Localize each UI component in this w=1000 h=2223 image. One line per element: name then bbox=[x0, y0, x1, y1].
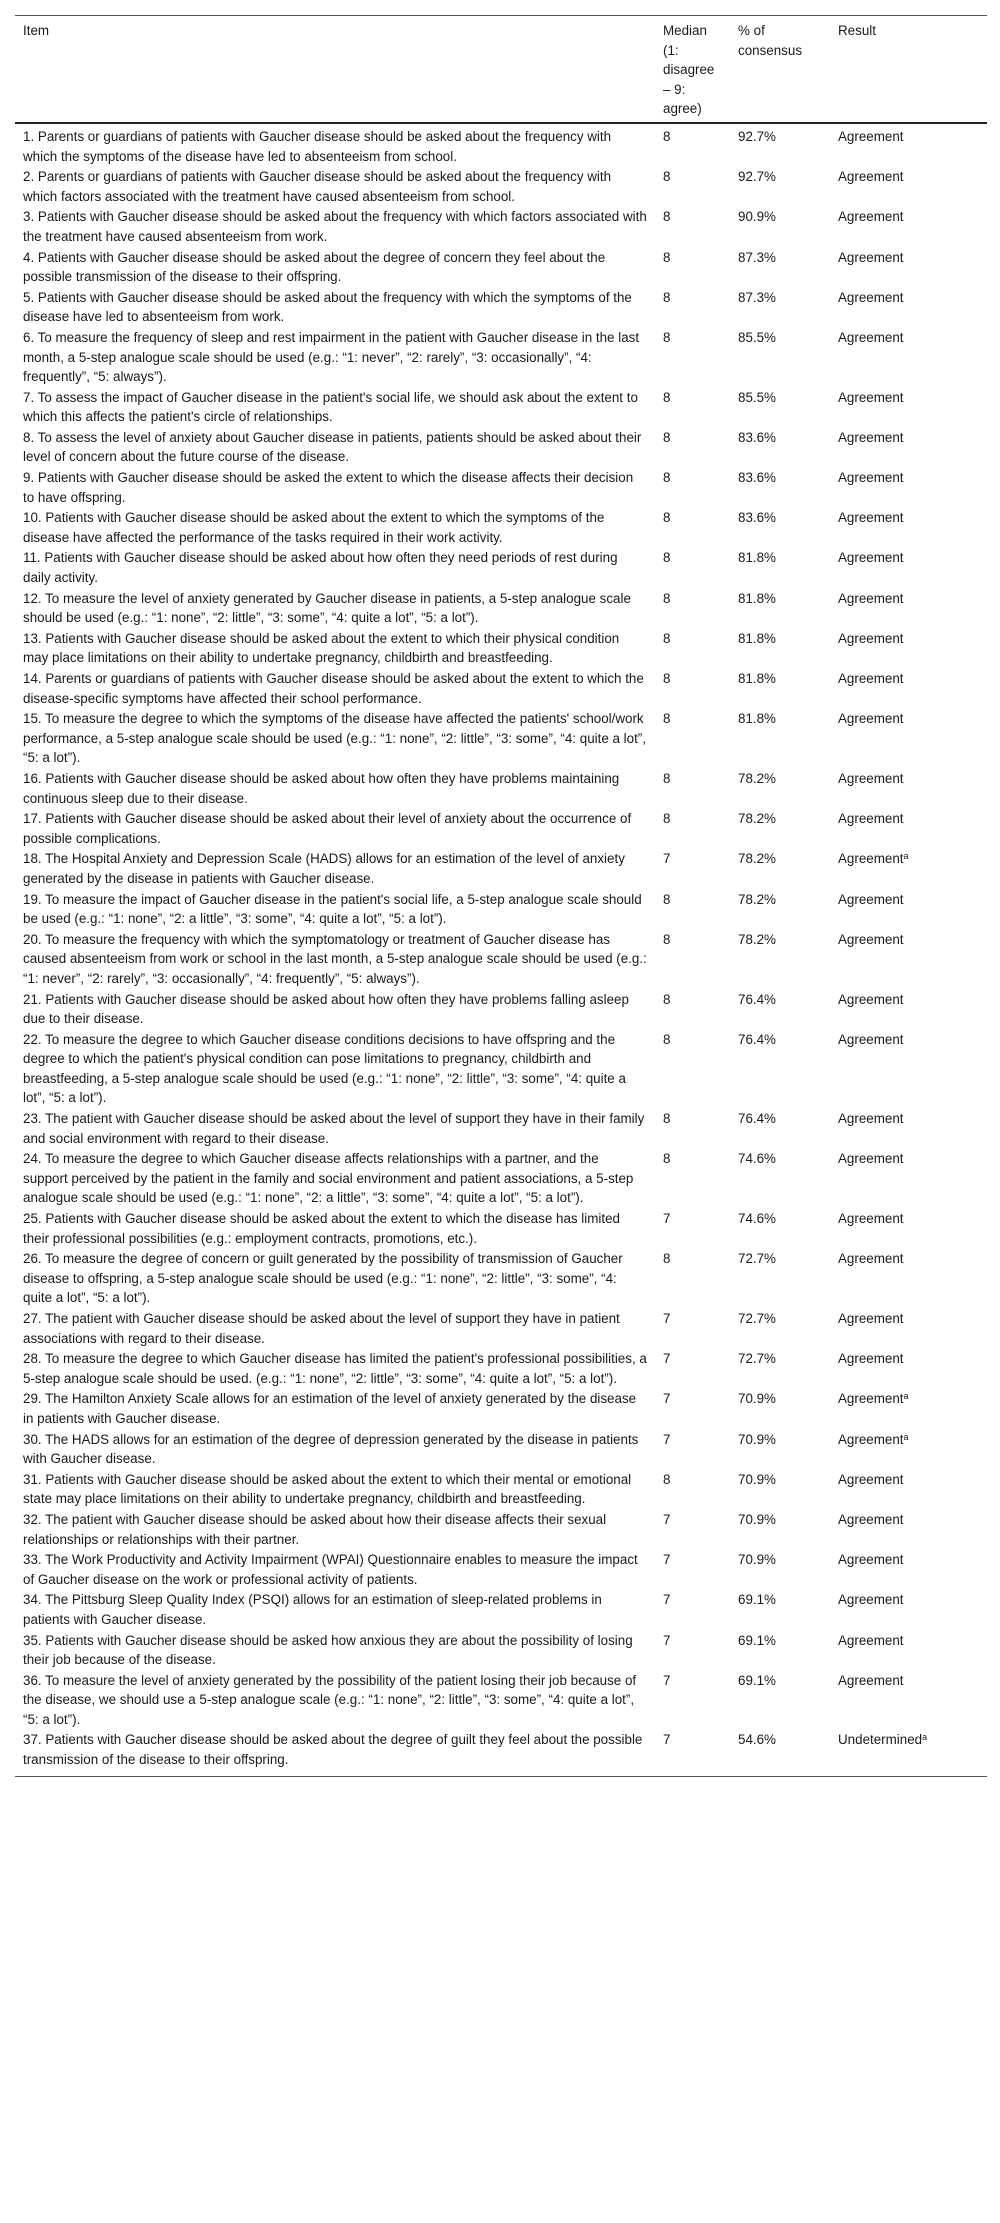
consensus-cell: 69.1% bbox=[738, 1632, 776, 1648]
result-text: Agreement bbox=[838, 1211, 904, 1227]
table-row bbox=[15, 1549, 987, 1589]
result-cell bbox=[830, 1348, 987, 1388]
footnote-marker: a bbox=[903, 851, 909, 862]
median-cell: 8 bbox=[663, 1471, 671, 1487]
median-cell: 8 bbox=[663, 510, 671, 526]
item-cell: 19. To measure the impact of Gaucher disease in the patient's social life, a 5-step analogue scale should be used (e.g.: “1: none”, “2: a little”, “3: some”, “4: quite a lot”, “5: a lot”). bbox=[23, 891, 642, 927]
table-row bbox=[15, 287, 987, 327]
item-cell: 5. Patients with Gaucher disease should be asked about the frequency with which the symptoms of the disease have led to absenteeism from work. bbox=[23, 289, 632, 325]
result-text: Agreement bbox=[838, 991, 904, 1007]
consensus-cell: 72.7% bbox=[738, 1251, 776, 1267]
table-row bbox=[15, 1509, 987, 1549]
table-row bbox=[15, 1388, 987, 1428]
result-text: Agreement bbox=[838, 550, 904, 566]
consensus-cell: 72.7% bbox=[738, 1311, 776, 1326]
item-cell: 12. To measure the level of anxiety generated by Gaucher disease in patients, a 5-step analogue scale should be used (e.g.: “1: none”, “2: little”, “3: some”, “4: quite a lot”, “5: a lot”). bbox=[23, 590, 631, 626]
item-cell: 9. Patients with Gaucher disease should be asked the extent to which the disease affects their decision to have offspring. bbox=[23, 470, 634, 505]
median-cell: 8 bbox=[663, 991, 671, 1007]
consensus-cell: 83.6% bbox=[738, 470, 776, 486]
consensus-table bbox=[15, 15, 987, 1777]
median-cell: 8 bbox=[663, 249, 671, 265]
consensus-cell: 81.8% bbox=[738, 671, 776, 686]
result-cell bbox=[830, 1108, 987, 1148]
result-text: Agreement bbox=[838, 1431, 904, 1447]
result-text: Agreement bbox=[838, 1311, 904, 1326]
result-cell bbox=[830, 1589, 987, 1629]
table-row bbox=[15, 708, 987, 768]
result-text: Agreement bbox=[838, 1672, 904, 1688]
median-cell: 8 bbox=[663, 169, 671, 185]
item-cell: 22. To measure the degree to which Gaucher disease conditions decisions to have offspring and the degree to which the patient's physical condition can pose limitations to pregnancy, childbirth and breastfeeding, a 5-step analogue scale should be used (e.g.: “1: none”, “2: little”, “3: some”, “4: quite a lot”, “5: a lot”). bbox=[23, 1031, 626, 1106]
column-header-result: Result bbox=[838, 23, 876, 38]
item-cell: 20. To measure the frequency with which the symptomatology or treatment of Gaucher disease has caused absenteeism from work or school in the last month, a 5-step analogue scale should be used (e.g.: “1: never”, “2: rarely”, “3: occasionally”, “4: frequently”, “5: always”). bbox=[23, 931, 647, 986]
consensus-cell: 70.9% bbox=[738, 1471, 776, 1487]
consensus-cell: 78.2% bbox=[738, 811, 776, 827]
consensus-cell: 81.8% bbox=[738, 550, 776, 566]
item-cell: 37. Patients with Gaucher disease should be asked about the degree of guilt they feel about the possible transmission of the disease to their offspring. bbox=[23, 1732, 643, 1768]
table-row bbox=[15, 1429, 987, 1469]
table-row bbox=[15, 387, 987, 427]
item-cell: 36. To measure the level of anxiety generated by the possibility of the patient losing their job because of the disease, we should use a 5-step analogue scale (e.g.: “1: none”, “2: little”, “3: some”, “4: quite a lot”, “5: a lot”). bbox=[23, 1672, 637, 1727]
consensus-cell: 70.9% bbox=[738, 1391, 776, 1407]
result-cell bbox=[830, 206, 987, 246]
result-cell bbox=[830, 1248, 987, 1308]
consensus-cell: 76.4% bbox=[738, 991, 776, 1007]
consensus-cell: 92.7% bbox=[738, 169, 776, 185]
median-cell: 8 bbox=[663, 891, 671, 907]
item-cell: 1. Parents or guardians of patients with Gaucher disease should be asked about the frequency with which the symptoms of the disease have led to absenteeism from school. bbox=[23, 128, 612, 164]
median-cell: 8 bbox=[663, 389, 671, 405]
result-cell bbox=[830, 287, 987, 327]
consensus-cell: 78.2% bbox=[738, 770, 776, 786]
median-cell: 8 bbox=[663, 811, 671, 827]
median-cell: 8 bbox=[663, 1031, 671, 1047]
result-text: Agreement bbox=[838, 1391, 904, 1407]
median-cell: 7 bbox=[663, 1311, 671, 1326]
item-cell: 2. Parents or guardians of patients with Gaucher disease should be asked about the frequency with which factors associated with the treatment have caused absenteeism from school. bbox=[23, 169, 612, 204]
item-cell: 24. To measure the degree to which Gaucher disease affects relationships with a partner, and the support perceived by the patient in the family and social environment and patient associations, a 5-step analogue scale should be used (e.g.: “1: none”, “2: a little”, “3: some”, “4: quite a lot”, “5: a lot”). bbox=[23, 1151, 634, 1206]
item-cell: 34. The Pittsburg Sleep Quality Index (PSQI) allows for an estimation of sleep-related problems in patients with Gaucher disease. bbox=[23, 1592, 602, 1627]
result-text: Agreement bbox=[838, 1111, 904, 1127]
table-row bbox=[15, 1670, 987, 1730]
column-header-median: Median (1: disagree – 9: agree) bbox=[663, 23, 715, 117]
median-cell: 7 bbox=[663, 1431, 671, 1447]
result-text: Agreement bbox=[838, 1251, 904, 1267]
table-row bbox=[15, 327, 987, 387]
median-cell: 7 bbox=[663, 1552, 671, 1568]
result-cell bbox=[830, 387, 987, 427]
consensus-cell: 70.9% bbox=[738, 1431, 776, 1447]
table-row bbox=[15, 1469, 987, 1509]
result-cell bbox=[830, 848, 987, 888]
median-cell: 8 bbox=[663, 329, 671, 345]
column-header-item: Item bbox=[23, 23, 50, 38]
consensus-cell: 70.9% bbox=[738, 1511, 776, 1527]
item-cell: 10. Patients with Gaucher disease should be asked about the extent to which the symptoms of the disease have affected the performance of the tasks required in their work activity. bbox=[23, 510, 605, 545]
median-cell: 8 bbox=[663, 550, 671, 566]
result-text: Agreement bbox=[838, 510, 904, 526]
result-cell bbox=[830, 628, 987, 668]
item-cell: 11. Patients with Gaucher disease should be asked about how often they need periods of rest during daily activity. bbox=[23, 550, 618, 586]
result-cell bbox=[830, 1549, 987, 1589]
column-header-consensus: % of consensus bbox=[738, 23, 803, 58]
result-cell bbox=[830, 588, 987, 628]
item-cell: 17. Patients with Gaucher disease should be asked about their level of anxiety about the occurrence of possible complications. bbox=[23, 811, 632, 846]
footnote-marker: a bbox=[922, 1732, 928, 1743]
result-cell bbox=[830, 668, 987, 708]
result-text: Agreement bbox=[838, 851, 904, 867]
table-row bbox=[15, 889, 987, 929]
footnote-marker: a bbox=[903, 1431, 909, 1442]
item-cell: 31. Patients with Gaucher disease should be asked about the extent to which their mental or emotional state may place limitations on their ability to undertake pregnancy, childbirth and breastfeeding. bbox=[23, 1471, 632, 1507]
item-cell: 26. To measure the degree of concern or guilt generated by the possibility of transmission of Gaucher disease to offspring, a 5-step analogue scale should be used (e.g.: “1: none”, “2: little”, “3: some”, “4: quite a lot”, “5: a lot”). bbox=[23, 1251, 623, 1306]
median-cell: 7 bbox=[663, 1511, 671, 1527]
median-cell: 8 bbox=[663, 770, 671, 786]
item-cell: 4. Patients with Gaucher disease should be asked about the degree of concern they feel about the possible transmission of the disease to their offspring. bbox=[23, 249, 606, 285]
result-text: Agreement bbox=[838, 1632, 904, 1648]
median-cell: 8 bbox=[663, 1251, 671, 1267]
result-cell bbox=[830, 708, 987, 768]
result-cell bbox=[830, 1148, 987, 1208]
result-cell bbox=[830, 123, 987, 166]
consensus-cell: 70.9% bbox=[738, 1552, 776, 1568]
result-text: Agreement bbox=[838, 329, 904, 345]
table-row bbox=[15, 1248, 987, 1308]
result-cell bbox=[830, 1630, 987, 1670]
consensus-cell: 87.3% bbox=[738, 289, 776, 305]
item-cell: 7. To assess the impact of Gaucher disease in the patient's social life, we should ask about the extent to which this affects the patient's circle of relationships. bbox=[23, 389, 638, 425]
item-cell: 3. Patients with Gaucher disease should be asked about the frequency with which factors associated with the treatment have caused absenteeism from work. bbox=[23, 209, 647, 244]
footnote-marker: a bbox=[903, 1391, 909, 1402]
median-cell: 7 bbox=[663, 1592, 671, 1608]
result-cell bbox=[830, 166, 987, 206]
table-row bbox=[15, 427, 987, 467]
item-cell: 18. The Hospital Anxiety and Depression Scale (HADS) allows for an estimation of the level of anxiety generated by the disease in patients with Gaucher disease. bbox=[23, 851, 625, 886]
median-cell: 8 bbox=[663, 470, 671, 486]
result-text: Agreement bbox=[838, 770, 904, 786]
median-cell: 8 bbox=[663, 209, 671, 225]
item-cell: 6. To measure the frequency of sleep and rest impairment in the patient with Gaucher disease in the last month, a 5-step analogue scale should be used (e.g.: “1: never”, “2: rarely”, “3: occasionally”, “4: frequently”, “5: always”). bbox=[23, 329, 640, 385]
table-row bbox=[15, 1029, 987, 1108]
table-row bbox=[15, 628, 987, 668]
table-row bbox=[15, 206, 987, 246]
consensus-cell: 78.2% bbox=[738, 891, 776, 907]
result-text: Agreement bbox=[838, 671, 904, 686]
result-text: Agreement bbox=[838, 1511, 904, 1527]
table-row bbox=[15, 247, 987, 287]
consensus-cell: 81.8% bbox=[738, 590, 776, 606]
table-row bbox=[15, 989, 987, 1029]
consensus-cell: 81.8% bbox=[738, 630, 776, 646]
consensus-cell: 78.2% bbox=[738, 851, 776, 867]
table-row bbox=[15, 808, 987, 848]
item-cell: 21. Patients with Gaucher disease should be asked about how often they have problems falling asleep due to their disease. bbox=[23, 991, 629, 1027]
result-cell bbox=[830, 989, 987, 1029]
consensus-cell: 85.5% bbox=[738, 389, 776, 405]
result-text: Agreement bbox=[838, 289, 904, 305]
table-row bbox=[15, 1729, 987, 1776]
table-row bbox=[15, 1630, 987, 1670]
result-text: Agreement bbox=[838, 1471, 904, 1487]
median-cell: 7 bbox=[663, 1211, 671, 1227]
result-cell bbox=[830, 507, 987, 547]
result-text: Agreement bbox=[838, 711, 904, 727]
consensus-cell: 76.4% bbox=[738, 1111, 776, 1127]
item-cell: 33. The Work Productivity and Activity Impairment (WPAI) Questionnaire enables to measure the impact of Gaucher disease on the work or professional activity of patients. bbox=[23, 1552, 638, 1587]
result-text: Agreement bbox=[838, 891, 904, 907]
result-cell bbox=[830, 1308, 987, 1348]
result-cell bbox=[830, 247, 987, 287]
consensus-cell: 83.6% bbox=[738, 429, 776, 445]
median-cell: 7 bbox=[663, 1351, 671, 1367]
result-text: Agreement bbox=[838, 389, 904, 405]
table-row bbox=[15, 768, 987, 808]
consensus-cell: 87.3% bbox=[738, 249, 776, 265]
result-text: Agreement bbox=[838, 470, 904, 486]
result-text: Agreement bbox=[838, 1031, 904, 1047]
median-cell: 8 bbox=[663, 630, 671, 646]
result-cell bbox=[830, 1208, 987, 1248]
median-cell: 8 bbox=[663, 429, 671, 445]
result-text: Agreement bbox=[838, 169, 904, 185]
item-cell: 30. The HADS allows for an estimation of the degree of depression generated by the disease in patients with Gaucher disease. bbox=[23, 1431, 639, 1467]
result-text: Agreement bbox=[838, 209, 904, 225]
result-text: Agreement bbox=[838, 128, 904, 144]
consensus-cell: 90.9% bbox=[738, 209, 776, 225]
consensus-cell: 69.1% bbox=[738, 1672, 776, 1688]
consensus-cell: 69.1% bbox=[738, 1592, 776, 1608]
consensus-cell: 85.5% bbox=[738, 329, 776, 345]
consensus-cell: 76.4% bbox=[738, 1031, 776, 1047]
result-text: Agreement bbox=[838, 1552, 904, 1568]
item-cell: 29. The Hamilton Anxiety Scale allows for an estimation of the level of anxiety generated by the disease in patients with Gaucher disease. bbox=[23, 1391, 637, 1426]
table-row bbox=[15, 1308, 987, 1348]
result-cell bbox=[830, 1429, 987, 1469]
item-cell: 8. To assess the level of anxiety about Gaucher disease in patients, patients should be asked about their level of concern about the future course of the disease. bbox=[23, 429, 642, 465]
consensus-cell: 78.2% bbox=[738, 931, 776, 947]
result-text: Agreement bbox=[838, 429, 904, 445]
result-cell bbox=[830, 1670, 987, 1730]
table-row bbox=[15, 1589, 987, 1629]
table-row bbox=[15, 1208, 987, 1248]
consensus-cell: 74.6% bbox=[738, 1211, 776, 1227]
median-cell: 7 bbox=[663, 1632, 671, 1648]
item-cell: 14. Parents or guardians of patients with Gaucher disease should be asked about the extent to which the disease-specific symptoms have affected their school performance. bbox=[23, 671, 644, 706]
item-cell: 25. Patients with Gaucher disease should be asked about the extent to which the disease has limited their professional possibilities (e.g.: employment contracts, promotions, etc.). bbox=[23, 1211, 620, 1246]
result-cell bbox=[830, 929, 987, 989]
table-row bbox=[15, 547, 987, 587]
result-cell bbox=[830, 1729, 987, 1776]
result-text: Agreement bbox=[838, 249, 904, 265]
item-cell: 16. Patients with Gaucher disease should be asked about how often they have problems maintaining continuous sleep due to their disease. bbox=[23, 770, 620, 806]
median-cell: 8 bbox=[663, 590, 671, 606]
result-text: Agreement bbox=[838, 1151, 904, 1167]
result-cell bbox=[830, 1388, 987, 1428]
table-row bbox=[15, 1108, 987, 1148]
item-cell: 13. Patients with Gaucher disease should be asked about the extent to which their physical condition may place limitations on their ability to undertake pregnancy, childbirth and breastfeeding. bbox=[23, 630, 620, 666]
result-cell bbox=[830, 547, 987, 587]
table-body bbox=[15, 123, 987, 1776]
table-row bbox=[15, 1148, 987, 1208]
item-cell: 23. The patient with Gaucher disease should be asked about the level of support they have in their family and social environment with regard to their disease. bbox=[23, 1111, 645, 1146]
result-cell bbox=[830, 1029, 987, 1108]
table-row bbox=[15, 507, 987, 547]
result-text: Agreement bbox=[838, 1592, 904, 1608]
consensus-cell: 92.7% bbox=[738, 128, 776, 144]
result-text: Undetermined bbox=[838, 1732, 923, 1748]
item-cell: 35. Patients with Gaucher disease should be asked how anxious they are about the possibility of losing their job because of the disease. bbox=[23, 1632, 633, 1668]
median-cell: 8 bbox=[663, 128, 671, 144]
median-cell: 7 bbox=[663, 851, 671, 867]
result-text: Agreement bbox=[838, 931, 904, 947]
consensus-cell: 72.7% bbox=[738, 1351, 776, 1367]
consensus-cell: 81.8% bbox=[738, 711, 776, 727]
median-cell: 8 bbox=[663, 671, 671, 686]
table-row bbox=[15, 1348, 987, 1388]
median-cell: 7 bbox=[663, 1732, 671, 1748]
table-row bbox=[15, 166, 987, 206]
item-cell: 27. The patient with Gaucher disease should be asked about the level of support they have in patient associations with regard to their disease. bbox=[23, 1311, 620, 1346]
table-header bbox=[15, 16, 987, 123]
result-cell bbox=[830, 427, 987, 467]
result-cell bbox=[830, 889, 987, 929]
consensus-cell: 54.6% bbox=[738, 1732, 776, 1748]
median-cell: 8 bbox=[663, 289, 671, 305]
table-row bbox=[15, 588, 987, 628]
table-row bbox=[15, 929, 987, 989]
table-row bbox=[15, 848, 987, 888]
result-text: Agreement bbox=[838, 811, 904, 827]
result-cell bbox=[830, 327, 987, 387]
table-row bbox=[15, 668, 987, 708]
result-text: Agreement bbox=[838, 1351, 904, 1367]
consensus-cell: 83.6% bbox=[738, 510, 776, 526]
result-text: Agreement bbox=[838, 630, 904, 646]
median-cell: 7 bbox=[663, 1672, 671, 1688]
table-row bbox=[15, 467, 987, 507]
result-text: Agreement bbox=[838, 590, 904, 606]
consensus-cell: 74.6% bbox=[738, 1151, 776, 1167]
median-cell: 8 bbox=[663, 931, 671, 947]
result-cell bbox=[830, 467, 987, 507]
median-cell: 8 bbox=[663, 1151, 671, 1167]
median-cell: 8 bbox=[663, 711, 671, 727]
table-row bbox=[15, 123, 987, 166]
result-cell bbox=[830, 1469, 987, 1509]
median-cell: 8 bbox=[663, 1111, 671, 1127]
header-row bbox=[15, 16, 987, 123]
item-cell: 15. To measure the degree to which the symptoms of the disease have affected the patients' school/work performance, a 5-step analogue scale should be used (e.g.: “1: none”, “2: little”, “3: some”, “4: quite a lot”, “5: a lot”). bbox=[23, 711, 646, 766]
result-cell bbox=[830, 808, 987, 848]
item-cell: 32. The patient with Gaucher disease should be asked about how their disease affects their sexual relationships or relationships with their partner. bbox=[23, 1511, 607, 1547]
median-cell: 7 bbox=[663, 1391, 671, 1407]
result-cell bbox=[830, 768, 987, 808]
item-cell: 28. To measure the degree to which Gaucher disease has limited the patient's professional possibilities, a 5-step analogue scale should be used. (e.g.: “1: none”, “2: little”, “3: some”, “4: quite a lot”, “5: a lot”). bbox=[23, 1351, 647, 1386]
result-cell bbox=[830, 1509, 987, 1549]
